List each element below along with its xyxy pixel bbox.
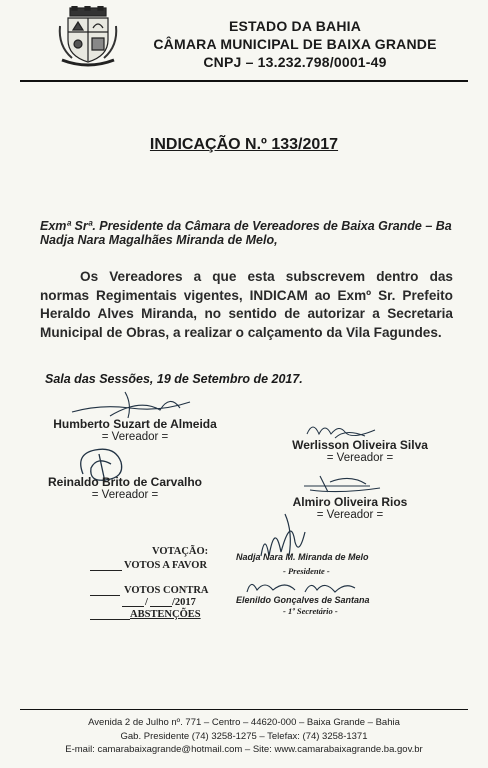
indication-body: Os Vereadores a que esta subscrevem dentro das normas Regimentais vigentes, INDICAM ao Exmº Sr. Prefeito Heraldo Alves Miranda, no sentido de autorizar a Secretaria Municipal de Obras, a realizar o calçamento da Vila Fagundes. — [40, 269, 453, 340]
addressee-line-2: Nadja Nara Magalhães Miranda de Melo, — [40, 233, 278, 247]
secretary-role: - 1º Secretário - — [283, 606, 338, 616]
signatory-role-3: = Vereador = — [91, 489, 159, 501]
abstentions-blank — [90, 619, 130, 620]
votes-contra-blank — [90, 595, 120, 596]
document-title: INDICAÇÃO N.º 133/2017 — [149, 136, 339, 153]
footer-divider — [20, 709, 468, 710]
president-name: Nadja Nara M. Miranda de Melo — [236, 552, 369, 562]
date-month-blank — [150, 606, 172, 607]
signatory-role-4: = Vereador = — [316, 509, 384, 521]
header-divider — [20, 80, 468, 82]
votes-favor-blank — [90, 570, 122, 571]
votes-contra-label: VOTOS CONTRA — [124, 585, 209, 596]
header-chamber: CÂMARA MUNICIPAL DE BAIXA GRANDE — [153, 36, 437, 52]
header-state: ESTADO DA BAHIA — [228, 18, 362, 34]
voting-label: VOTAÇÃO: — [152, 546, 209, 557]
header-cnpj: CNPJ – 13.232.798/0001-49 — [203, 54, 387, 70]
signatory-name-1: Humberto Suzart de Almeida — [53, 417, 217, 431]
vote-year: /2017 — [172, 597, 196, 608]
footer-phones: Gab. Presidente (74) 3258-1275 – Telefax: (74) 3258-1371 — [120, 731, 368, 742]
abstentions-label: ABSTENÇÕES — [130, 609, 201, 620]
signatory-name-2: Werlisson Oliveira Silva — [292, 438, 428, 452]
votes-favor-label: VOTOS A FAVOR — [124, 560, 208, 571]
addressee-line-1: Exmª Srª. Presidente da Câmara de Vereadores de Baixa Grande – Ba — [40, 219, 452, 233]
signature-scribble-humberto — [70, 390, 210, 420]
signatory-role-2: = Vereador = — [326, 452, 394, 464]
footer-address: Avenida 2 de Julho nº. 771 – Centro – 44620-000 – Baixa Grande – Bahia — [88, 717, 400, 728]
date-day-blank — [122, 606, 144, 607]
place-and-date: Sala das Sessões, 19 de Setembro de 2017. — [45, 372, 303, 386]
secretary-name: Elenildo Gonçalves de Santana — [236, 595, 370, 605]
signatory-role-1: = Vereador = — [101, 431, 169, 443]
signature-scribble-almiro — [300, 472, 390, 494]
signatory-name-3: Reinaldo Brito de Carvalho — [47, 475, 203, 489]
president-role: - Presidente - — [283, 566, 330, 576]
footer-contact: E-mail: camarabaixagrande@hotmail.com – Site: www.camarabaixagrande.ba.gov.br — [65, 744, 423, 755]
signatory-name-4: Almiro Oliveira Rios — [292, 495, 408, 509]
municipal-coat-of-arms — [56, 6, 120, 68]
